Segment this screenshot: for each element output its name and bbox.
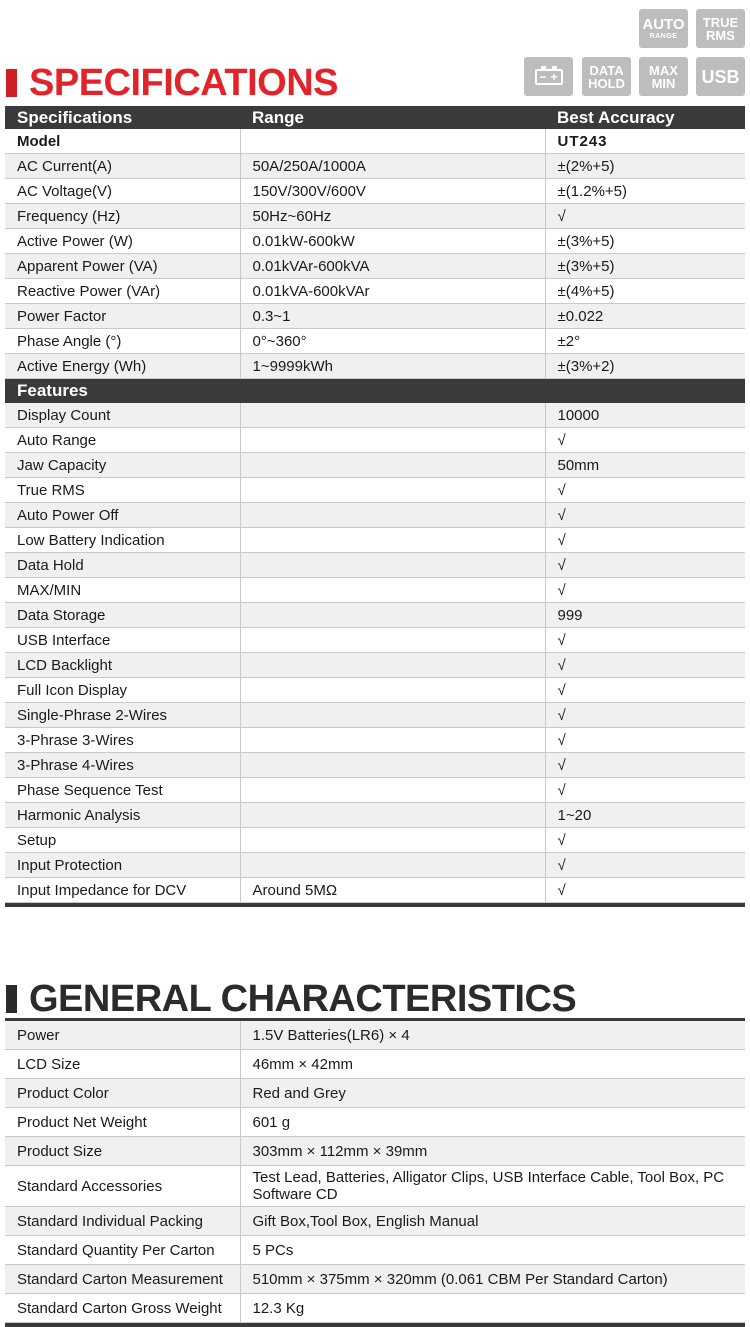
spec-accuracy: ±(3%+5) (545, 254, 745, 279)
data-hold-badge (582, 57, 631, 96)
general-row (5, 1079, 745, 1108)
feature-name: Setup (5, 828, 240, 853)
feature-name: 3-Phrase 4-Wires (5, 753, 240, 778)
feature-name: Data Storage (5, 603, 240, 628)
spec-row (5, 179, 745, 204)
feature-value: √ (545, 653, 745, 678)
auto-range-sub: RANGE (650, 33, 678, 40)
general-characteristics-heading (6, 980, 576, 1018)
feature-value: √ (545, 503, 745, 528)
feature-range (240, 503, 545, 528)
usb-badge (696, 57, 745, 96)
feature-name: Display Count (5, 403, 240, 428)
spec-accuracy: √ (545, 204, 745, 229)
feature-row (5, 603, 745, 628)
feature-value: √ (545, 428, 745, 453)
model-value: UT243 (545, 129, 745, 154)
spec-name: Apparent Power (VA) (5, 254, 240, 279)
feature-value: √ (545, 628, 745, 653)
max-min-line2: MIN (652, 77, 676, 90)
feature-value: √ (545, 703, 745, 728)
feature-row (5, 703, 745, 728)
feature-row (5, 653, 745, 678)
model-row (5, 129, 745, 154)
feature-row (5, 828, 745, 853)
spec-range: 50Hz~60Hz (240, 204, 545, 229)
feature-value: √ (545, 678, 745, 703)
feature-name: Single-Phrase 2-Wires (5, 703, 240, 728)
feature-range (240, 453, 545, 478)
spec-row (5, 204, 745, 229)
true-rms-line2: RMS (706, 29, 735, 42)
general-value: 601 g (240, 1108, 745, 1137)
general-name: Standard Quantity Per Carton (5, 1236, 240, 1265)
feature-row (5, 403, 745, 428)
feature-range: Around 5MΩ (240, 878, 545, 903)
general-characteristics-table (5, 1018, 745, 1327)
feature-row (5, 453, 745, 478)
specifications-header-row (5, 106, 745, 129)
general-value: 1.5V Batteries(LR6) × 4 (240, 1020, 745, 1050)
feature-range (240, 628, 545, 653)
feature-name: Full Icon Display (5, 678, 240, 703)
true-rms-line1: TRUE (703, 16, 738, 29)
spec-range: 0.01kVAr-600kVA (240, 254, 545, 279)
feature-range (240, 753, 545, 778)
spec-range: 0.01kVA-600kVAr (240, 279, 545, 304)
feature-row (5, 528, 745, 553)
header-range: Range (240, 106, 545, 129)
features-header-row (5, 379, 745, 404)
heading-accent-bar (6, 985, 17, 1013)
general-name: Standard Accessories (5, 1166, 240, 1207)
general-name: Power (5, 1020, 240, 1050)
general-name: Standard Carton Measurement (5, 1265, 240, 1294)
data-hold-line1: DATA (589, 64, 623, 77)
feature-value: √ (545, 828, 745, 853)
feature-name: Data Hold (5, 553, 240, 578)
specifications-heading (6, 64, 338, 102)
model-range (240, 129, 545, 154)
feature-row (5, 803, 745, 828)
feature-range (240, 428, 545, 453)
feature-name: MAX/MIN (5, 578, 240, 603)
feature-name: True RMS (5, 478, 240, 503)
feature-name: Auto Power Off (5, 503, 240, 528)
header-best-accuracy: Best Accuracy (545, 106, 745, 129)
feature-row (5, 628, 745, 653)
general-name: Product Color (5, 1079, 240, 1108)
general-value: 12.3 Kg (240, 1294, 745, 1323)
general-row (5, 1137, 745, 1166)
feature-value: √ (545, 478, 745, 503)
table-end-cell (5, 1323, 745, 1327)
feature-range (240, 728, 545, 753)
feature-name: Auto Range (5, 428, 240, 453)
heading-accent-bar (6, 69, 17, 97)
general-row (5, 1265, 745, 1294)
feature-range (240, 678, 545, 703)
feature-value: 999 (545, 603, 745, 628)
spec-accuracy: ±(4%+5) (545, 279, 745, 304)
general-value: 510mm × 375mm × 320mm (0.061 CBM Per Standard Carton) (240, 1265, 745, 1294)
feature-value: 1~20 (545, 803, 745, 828)
spec-range: 0.3~1 (240, 304, 545, 329)
feature-row (5, 553, 745, 578)
spec-row (5, 329, 745, 354)
auto-range-badge (639, 9, 688, 48)
spec-row (5, 354, 745, 379)
general-characteristics-title: GENERAL CHARACTERISTICS (29, 980, 576, 1018)
general-value: 303mm × 112mm × 39mm (240, 1137, 745, 1166)
feature-value: 10000 (545, 403, 745, 428)
feature-row (5, 578, 745, 603)
feature-name: Input Protection (5, 853, 240, 878)
feature-value: 50mm (545, 453, 745, 478)
feature-name: Input Impedance for DCV (5, 878, 240, 903)
general-name: Standard Individual Packing (5, 1207, 240, 1236)
feature-name: LCD Backlight (5, 653, 240, 678)
spec-accuracy: ±(3%+5) (545, 229, 745, 254)
feature-range (240, 653, 545, 678)
feature-range (240, 478, 545, 503)
general-name: Standard Carton Gross Weight (5, 1294, 240, 1323)
spec-range: 0°~360° (240, 329, 545, 354)
spec-name: Phase Angle (°) (5, 329, 240, 354)
spec-name: Active Power (W) (5, 229, 240, 254)
spec-name: Power Factor (5, 304, 240, 329)
feature-range (240, 828, 545, 853)
max-min-badge (639, 57, 688, 96)
spec-name: Frequency (Hz) (5, 204, 240, 229)
spec-name: Reactive Power (VAr) (5, 279, 240, 304)
spec-row (5, 304, 745, 329)
table-end-bar (5, 903, 745, 908)
general-name: Product Size (5, 1137, 240, 1166)
feature-row (5, 478, 745, 503)
general-name: Product Net Weight (5, 1108, 240, 1137)
battery-plus: + (550, 71, 557, 83)
spec-row (5, 229, 745, 254)
spec-name: Active Energy (Wh) (5, 354, 240, 379)
spec-name: AC Current(A) (5, 154, 240, 179)
feature-row (5, 728, 745, 753)
feature-row (5, 778, 745, 803)
model-label: Model (5, 129, 240, 154)
general-value: 5 PCs (240, 1236, 745, 1265)
table-end-bar (5, 1323, 745, 1327)
general-row (5, 1108, 745, 1137)
header-specifications: Specifications (5, 106, 240, 129)
spec-range: 50A/250A/1000A (240, 154, 545, 179)
general-value: Gift Box,Tool Box, English Manual (240, 1207, 745, 1236)
feature-name: Low Battery Indication (5, 528, 240, 553)
true-rms-badge (696, 9, 745, 48)
feature-name: USB Interface (5, 628, 240, 653)
feature-range (240, 528, 545, 553)
spec-accuracy: ±(3%+2) (545, 354, 745, 379)
feature-range (240, 853, 545, 878)
spec-accuracy: ±(1.2%+5) (545, 179, 745, 204)
battery-minus: − (540, 71, 547, 83)
features-title: Features (5, 379, 745, 404)
feature-range (240, 803, 545, 828)
spec-row (5, 279, 745, 304)
general-value: 46mm × 42mm (240, 1050, 745, 1079)
general-row (5, 1020, 745, 1050)
general-row (5, 1166, 745, 1207)
spec-accuracy: ±2° (545, 329, 745, 354)
feature-value: √ (545, 728, 745, 753)
feature-value: √ (545, 853, 745, 878)
battery-icon (535, 69, 563, 85)
table-end-cell (5, 903, 745, 908)
general-row (5, 1207, 745, 1236)
feature-value: √ (545, 553, 745, 578)
feature-range (240, 703, 545, 728)
general-row (5, 1236, 745, 1265)
feature-name: Phase Sequence Test (5, 778, 240, 803)
max-min-line1: MAX (649, 64, 678, 77)
specifications-title: SPECIFICATIONS (29, 64, 338, 102)
feature-range (240, 578, 545, 603)
general-row (5, 1294, 745, 1323)
spec-name: AC Voltage(V) (5, 179, 240, 204)
feature-value: √ (545, 578, 745, 603)
general-row (5, 1050, 745, 1079)
feature-range (240, 553, 545, 578)
specifications-table (5, 106, 745, 907)
general-name: LCD Size (5, 1050, 240, 1079)
spec-range: 150V/300V/600V (240, 179, 545, 204)
feature-range (240, 778, 545, 803)
feature-row (5, 753, 745, 778)
spec-row (5, 254, 745, 279)
feature-range (240, 403, 545, 428)
feature-value: √ (545, 753, 745, 778)
feature-row (5, 878, 745, 903)
feature-name: Harmonic Analysis (5, 803, 240, 828)
spec-accuracy: ±(2%+5) (545, 154, 745, 179)
battery-badge (524, 57, 573, 96)
feature-name: Jaw Capacity (5, 453, 240, 478)
feature-row (5, 503, 745, 528)
feature-row (5, 853, 745, 878)
feature-value: √ (545, 878, 745, 903)
feature-value: √ (545, 528, 745, 553)
spec-range: 0.01kW-600kW (240, 229, 545, 254)
usb-label: USB (701, 68, 739, 86)
feature-name: 3-Phrase 3-Wires (5, 728, 240, 753)
feature-value: √ (545, 778, 745, 803)
feature-row (5, 678, 745, 703)
general-value: Red and Grey (240, 1079, 745, 1108)
data-hold-line2: HOLD (588, 77, 625, 90)
auto-range-main: AUTO (642, 17, 684, 32)
spec-row (5, 154, 745, 179)
spec-range: 1~9999kWh (240, 354, 545, 379)
spec-accuracy: ±0.022 (545, 304, 745, 329)
feature-row (5, 428, 745, 453)
general-value: Test Lead, Batteries, Alligator Clips, USB Interface Cable, Tool Box, PC Software CD (240, 1166, 745, 1207)
feature-range (240, 603, 545, 628)
